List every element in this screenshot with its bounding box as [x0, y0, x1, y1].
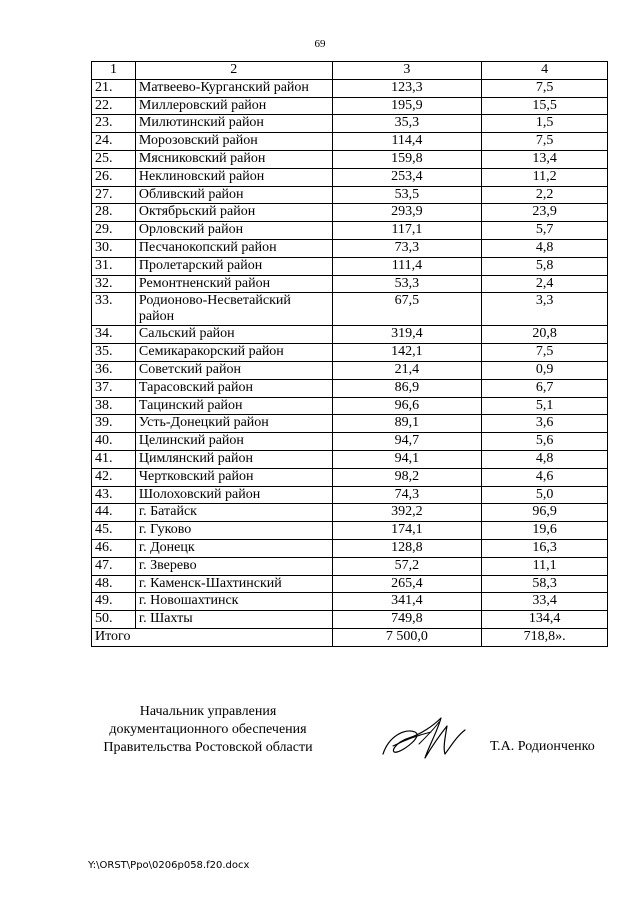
row-name-cell: Чертковский район: [135, 468, 332, 486]
row-value4-cell: 20,8: [482, 326, 608, 344]
row-value3-cell: 94,1: [332, 450, 482, 468]
table-row: [92, 186, 608, 204]
row-value4-cell: 13,4: [482, 150, 608, 168]
table-row: [92, 557, 608, 575]
row-value4-cell: 4,6: [482, 468, 608, 486]
row-number-cell: 24.: [92, 133, 136, 151]
table-header-row: [92, 62, 608, 80]
row-name-cell: Неклиновский район: [135, 168, 332, 186]
footer-file-path: Y:\ORST\Ppo\0206p058.f20.docx: [88, 860, 250, 871]
signatory-name: Т.А. Родионченко: [490, 739, 595, 754]
row-name-cell: г. Батайск: [135, 504, 332, 522]
row-value3-cell: 57,2: [332, 557, 482, 575]
row-number-cell: 40.: [92, 433, 136, 451]
row-name-cell: Милютинский район: [135, 115, 332, 133]
total-value4-cell: 718,8».: [482, 628, 608, 646]
row-value4-cell: 4,8: [482, 450, 608, 468]
row-number-cell: 22.: [92, 97, 136, 115]
row-number-cell: 46.: [92, 539, 136, 557]
row-value3-cell: 319,4: [332, 326, 482, 344]
table-row: [92, 397, 608, 415]
row-name-cell: Ремонтненский район: [135, 275, 332, 293]
table-row: [92, 222, 608, 240]
row-value3-cell: 123,3: [332, 79, 482, 97]
row-name-cell: Пролетарский район: [135, 257, 332, 275]
row-value3-cell: 253,4: [332, 168, 482, 186]
row-name-cell: Морозовский район: [135, 133, 332, 151]
page-number: 69: [314, 38, 326, 50]
row-name-cell: Октябрьский район: [135, 204, 332, 222]
row-name-cell: Орловский район: [135, 222, 332, 240]
row-name-cell: г. Шахты: [135, 611, 332, 629]
table-row: [92, 504, 608, 522]
handwritten-signature: [375, 706, 470, 768]
row-name-cell: Родионово-Несветайский район: [135, 293, 332, 326]
row-number-cell: 21.: [92, 79, 136, 97]
header-cell-4: 4: [482, 62, 608, 80]
row-value4-cell: 11,1: [482, 557, 608, 575]
row-number-cell: 45.: [92, 522, 136, 540]
row-name-cell: Шолоховский район: [135, 486, 332, 504]
row-value3-cell: 67,5: [332, 293, 482, 326]
table-body: [92, 62, 608, 647]
signature-title-block: [88, 703, 328, 757]
table-row: [92, 133, 608, 151]
row-value4-cell: 96,9: [482, 504, 608, 522]
table-row: [92, 575, 608, 593]
row-name-cell: Мясниковский район: [135, 150, 332, 168]
row-value4-cell: 2,4: [482, 275, 608, 293]
row-value3-cell: 94,7: [332, 433, 482, 451]
row-value3-cell: 392,2: [332, 504, 482, 522]
row-number-cell: 32.: [92, 275, 136, 293]
row-name-cell: г. Донецк: [135, 539, 332, 557]
row-value4-cell: 3,6: [482, 415, 608, 433]
row-number-cell: 34.: [92, 326, 136, 344]
row-name-cell: Сальский район: [135, 326, 332, 344]
row-number-cell: 44.: [92, 504, 136, 522]
table-row: [92, 150, 608, 168]
row-name-cell: Советский район: [135, 361, 332, 379]
row-value3-cell: 98,2: [332, 468, 482, 486]
table-row: [92, 293, 608, 326]
row-name-cell: Тацинский район: [135, 397, 332, 415]
row-value3-cell: 114,4: [332, 133, 482, 151]
row-value4-cell: 1,5: [482, 115, 608, 133]
signature-title-line-2: документационного обеспечения: [109, 722, 307, 737]
row-value3-cell: 142,1: [332, 344, 482, 362]
row-value4-cell: 6,7: [482, 379, 608, 397]
row-number-cell: 29.: [92, 222, 136, 240]
row-value4-cell: 3,3: [482, 293, 608, 326]
row-number-cell: 30.: [92, 239, 136, 257]
row-number-cell: 36.: [92, 361, 136, 379]
row-number-cell: 50.: [92, 611, 136, 629]
row-value3-cell: 86,9: [332, 379, 482, 397]
row-value4-cell: 134,4: [482, 611, 608, 629]
signature-title-line-1: Начальник управления: [139, 704, 277, 719]
row-value4-cell: 5,7: [482, 222, 608, 240]
row-value4-cell: 16,3: [482, 539, 608, 557]
row-number-cell: 47.: [92, 557, 136, 575]
table-row: [92, 468, 608, 486]
row-name-cell: Матвеево-Курганский район: [135, 79, 332, 97]
row-name-cell: г. Новошахтинск: [135, 593, 332, 611]
header-cell-3: 3: [332, 62, 482, 80]
row-name-cell: Цимлянский район: [135, 450, 332, 468]
row-number-cell: 39.: [92, 415, 136, 433]
table-row: [92, 433, 608, 451]
row-value3-cell: 74,3: [332, 486, 482, 504]
row-number-cell: 38.: [92, 397, 136, 415]
row-value4-cell: 7,5: [482, 133, 608, 151]
row-number-cell: 25.: [92, 150, 136, 168]
row-value3-cell: 21,4: [332, 361, 482, 379]
row-value4-cell: 33,4: [482, 593, 608, 611]
table-row: [92, 239, 608, 257]
table-row: [92, 486, 608, 504]
row-value3-cell: 265,4: [332, 575, 482, 593]
row-value3-cell: 128,8: [332, 539, 482, 557]
row-number-cell: 42.: [92, 468, 136, 486]
row-value3-cell: 293,9: [332, 204, 482, 222]
row-value3-cell: 35,3: [332, 115, 482, 133]
row-number-cell: 49.: [92, 593, 136, 611]
total-label-cell: Итого: [92, 628, 333, 646]
table-row: [92, 326, 608, 344]
row-number-cell: 27.: [92, 186, 136, 204]
table-row: [92, 115, 608, 133]
table-row: [92, 361, 608, 379]
row-value3-cell: 117,1: [332, 222, 482, 240]
row-value4-cell: 7,5: [482, 344, 608, 362]
row-value3-cell: 89,1: [332, 415, 482, 433]
row-value3-cell: 749,8: [332, 611, 482, 629]
row-number-cell: 26.: [92, 168, 136, 186]
table-total-row: [92, 628, 608, 646]
row-number-cell: 43.: [92, 486, 136, 504]
row-name-cell: Тарасовский район: [135, 379, 332, 397]
row-value4-cell: 0,9: [482, 361, 608, 379]
table-row: [92, 275, 608, 293]
table-row: [92, 97, 608, 115]
row-number-cell: 37.: [92, 379, 136, 397]
row-name-cell: Песчанокопский район: [135, 239, 332, 257]
row-value4-cell: 11,2: [482, 168, 608, 186]
row-number-cell: 35.: [92, 344, 136, 362]
table-row: [92, 344, 608, 362]
data-table: [91, 61, 608, 647]
table-row: [92, 539, 608, 557]
row-value4-cell: 5,0: [482, 486, 608, 504]
row-value3-cell: 53,3: [332, 275, 482, 293]
table-row: [92, 415, 608, 433]
row-number-cell: 48.: [92, 575, 136, 593]
table-row: [92, 611, 608, 629]
row-name-cell: Семикаракорский район: [135, 344, 332, 362]
table-row: [92, 593, 608, 611]
row-name-cell: г. Гуково: [135, 522, 332, 540]
row-value4-cell: 58,3: [482, 575, 608, 593]
total-value3-cell: 7 500,0: [332, 628, 482, 646]
row-value3-cell: 73,3: [332, 239, 482, 257]
row-value4-cell: 4,8: [482, 239, 608, 257]
row-name-cell: Миллеровский район: [135, 97, 332, 115]
row-number-cell: 41.: [92, 450, 136, 468]
row-value3-cell: 96,6: [332, 397, 482, 415]
row-value3-cell: 174,1: [332, 522, 482, 540]
signature-title-line-3: Правительства Ростовской области: [103, 740, 313, 755]
table-row: [92, 522, 608, 540]
row-name-cell: Обливский район: [135, 186, 332, 204]
row-name-cell: Целинский район: [135, 433, 332, 451]
table-row: [92, 79, 608, 97]
table-row: [92, 168, 608, 186]
table-row: [92, 379, 608, 397]
row-value3-cell: 159,8: [332, 150, 482, 168]
table-row: [92, 450, 608, 468]
table-row: [92, 204, 608, 222]
row-number-cell: 23.: [92, 115, 136, 133]
row-value4-cell: 5,1: [482, 397, 608, 415]
row-value4-cell: 15,5: [482, 97, 608, 115]
row-value3-cell: 53,5: [332, 186, 482, 204]
row-number-cell: 33.: [92, 293, 136, 326]
row-value3-cell: 111,4: [332, 257, 482, 275]
header-cell-2: 2: [135, 62, 332, 80]
header-cell-1: 1: [92, 62, 136, 80]
row-name-cell: Усть-Донецкий район: [135, 415, 332, 433]
row-name-cell: г. Каменск-Шахтинский: [135, 575, 332, 593]
row-value4-cell: 2,2: [482, 186, 608, 204]
table-row: [92, 257, 608, 275]
row-value4-cell: 5,8: [482, 257, 608, 275]
row-value4-cell: 23,9: [482, 204, 608, 222]
row-value4-cell: 7,5: [482, 79, 608, 97]
row-value4-cell: 19,6: [482, 522, 608, 540]
row-number-cell: 31.: [92, 257, 136, 275]
row-value3-cell: 341,4: [332, 593, 482, 611]
row-name-cell: г. Зверево: [135, 557, 332, 575]
row-number-cell: 28.: [92, 204, 136, 222]
row-value3-cell: 195,9: [332, 97, 482, 115]
row-value4-cell: 5,6: [482, 433, 608, 451]
